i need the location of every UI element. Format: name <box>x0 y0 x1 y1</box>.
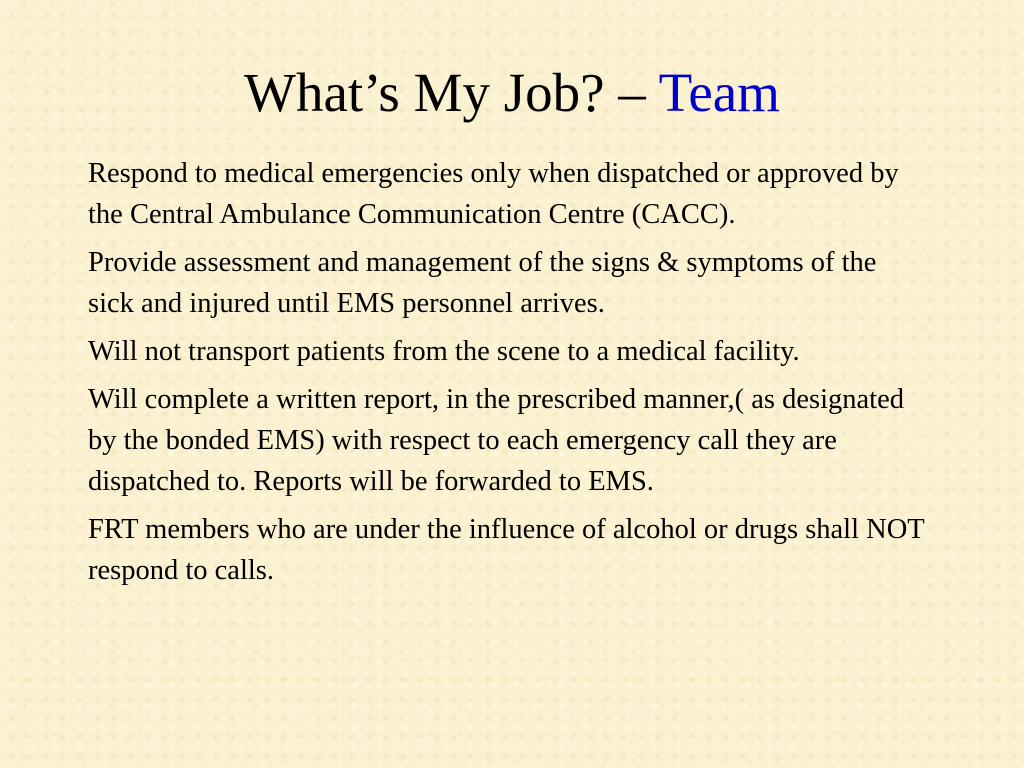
bullet-item-transport: Will not transport patients from the scene to a medical facility. <box>88 336 800 367</box>
bullet-item-assessment: Provide assessment and management of the signs & symptoms of the sick and injured until EMS personnel arrives. <box>88 247 877 319</box>
bullet-item-dispatch: Respond to medical emergencies only when dispatched or approved by the Central Ambulance Communication Centre (CACC). <box>88 158 899 230</box>
bullet-item-report: Will complete a written report, in the prescribed manner,( as designated by the bonded EMS) with respect to each emergency call they are dispatched to. Reports will be forwarded to EMS. <box>88 384 904 497</box>
slide-title-main: What’s My Job? – <box>244 62 659 123</box>
bullet-item-alcohol-drugs: FRT members who are under the influence of alcohol or drugs shall NOT respond to calls. <box>88 514 925 586</box>
slide-title-accent: Team <box>658 62 780 123</box>
bullet-list <box>88 153 928 598</box>
slide-title <box>0 58 1024 128</box>
